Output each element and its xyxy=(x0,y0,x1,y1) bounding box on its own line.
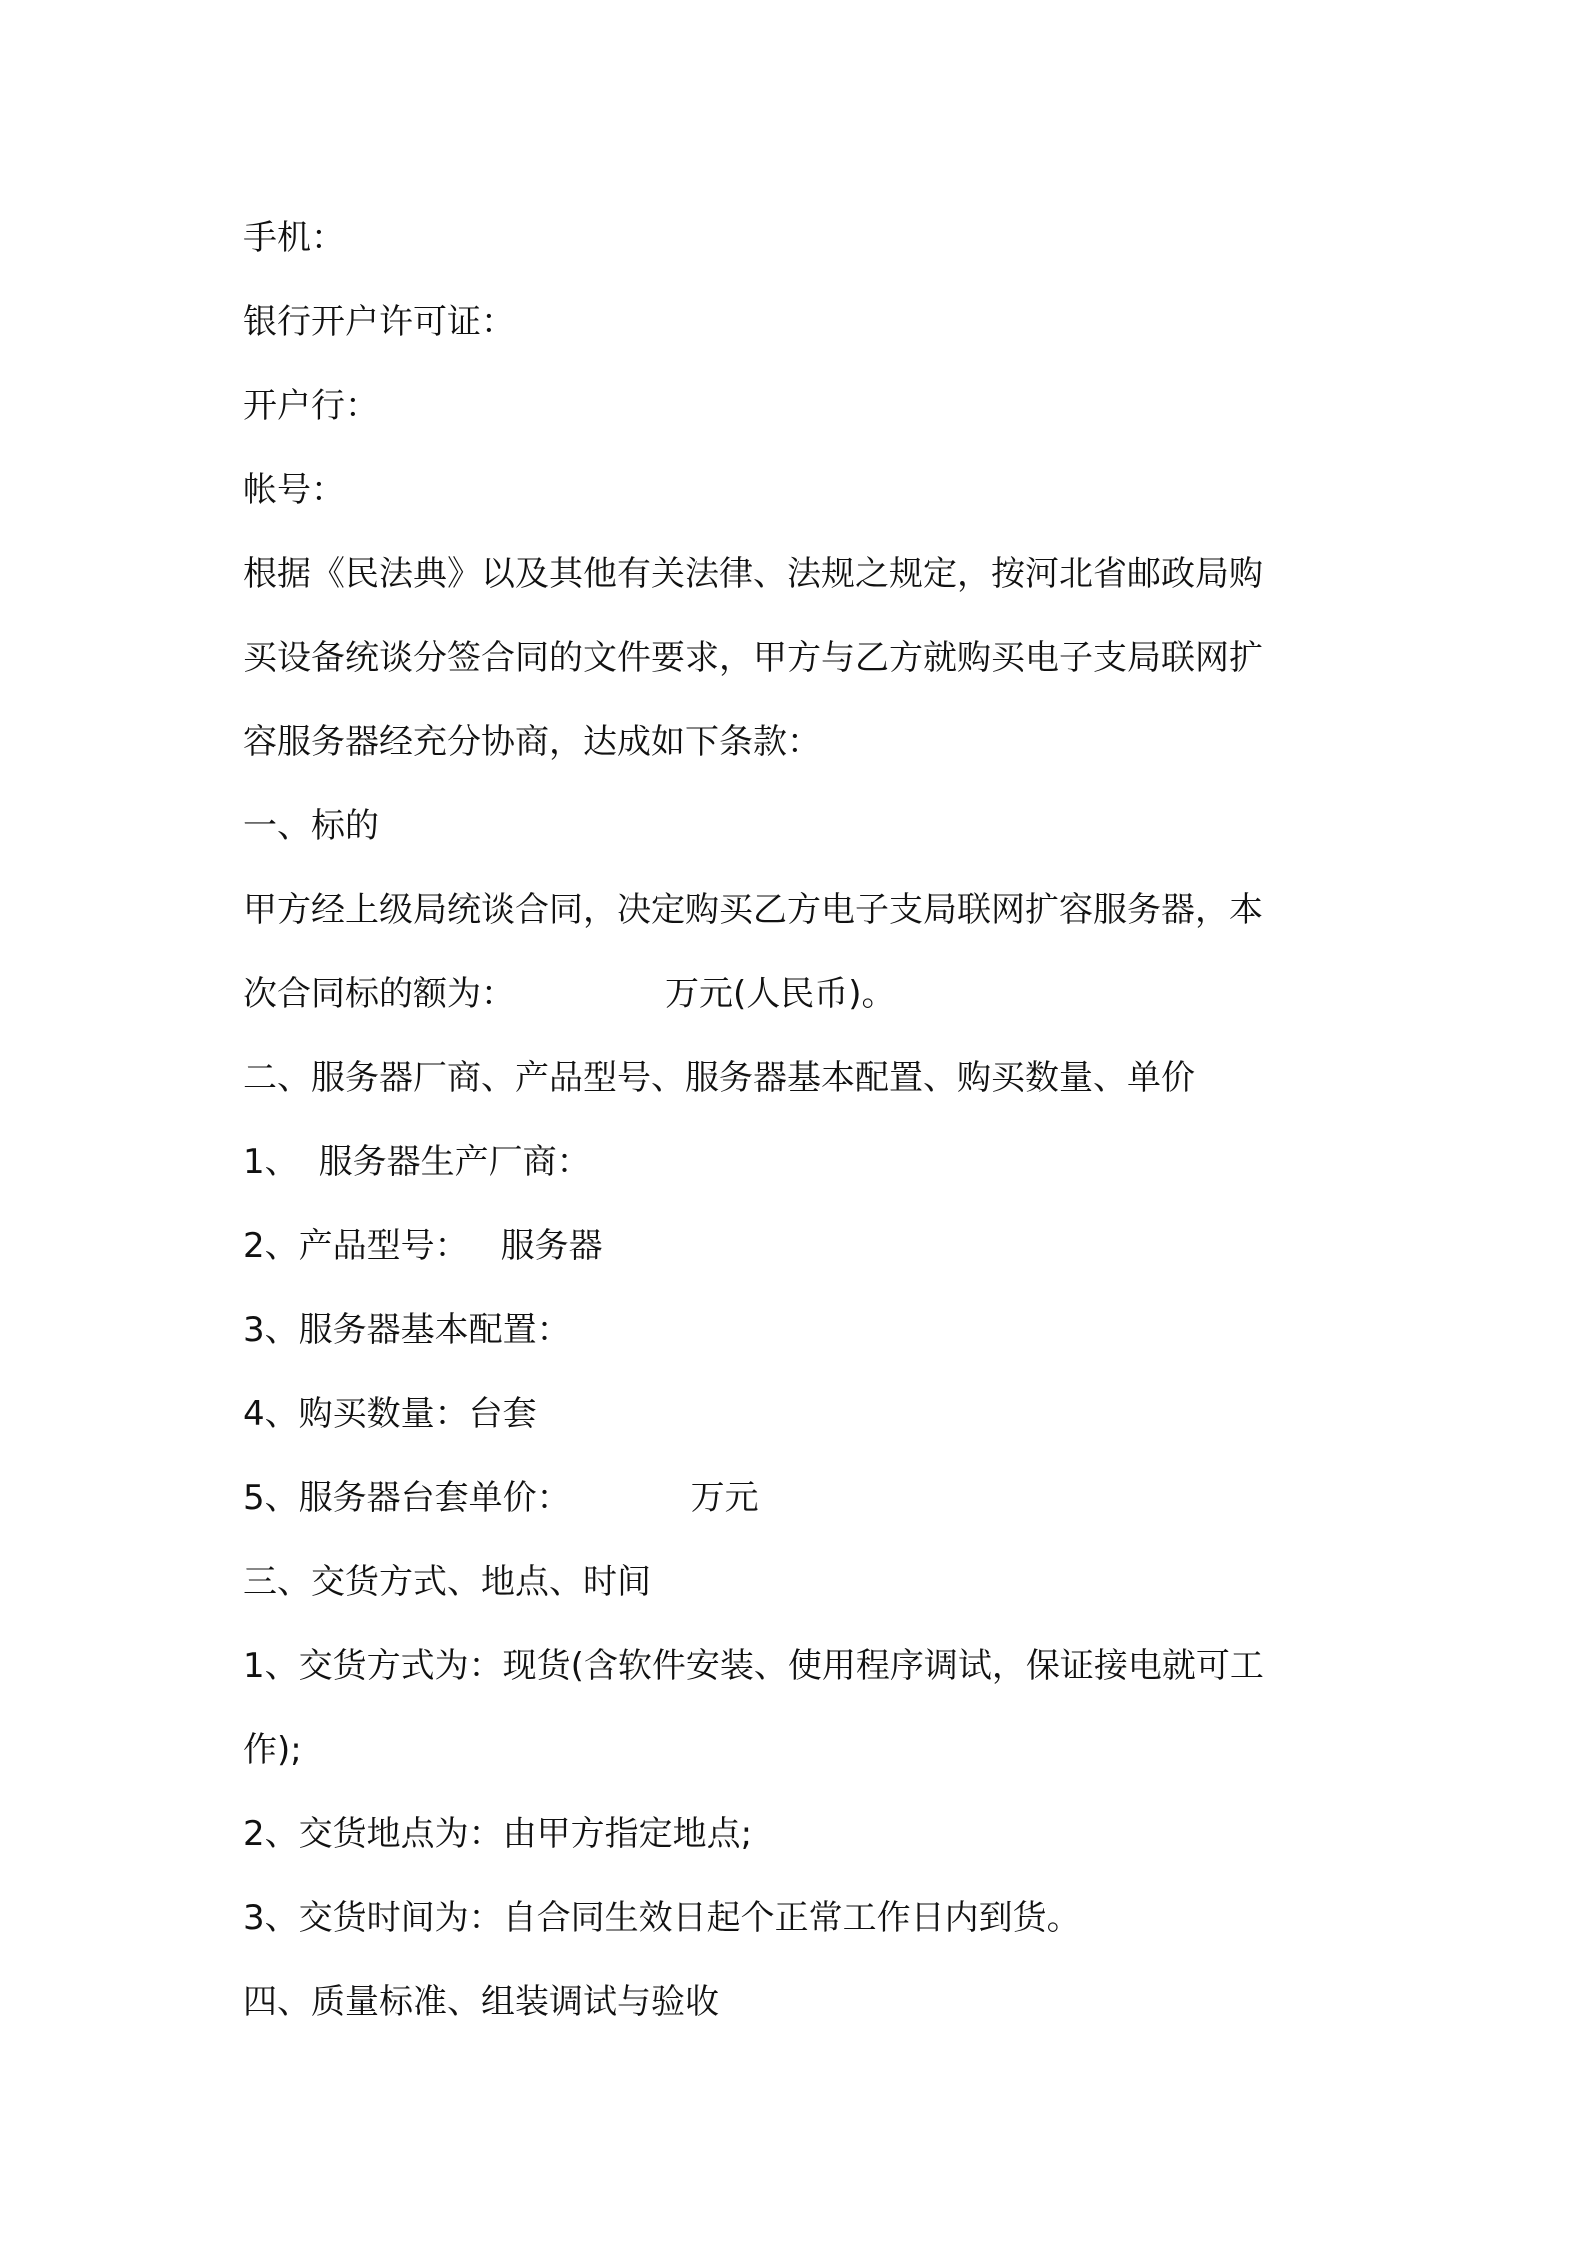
item-2-label: 2、产品型号： xyxy=(243,1226,469,1266)
delivery-method-line-2: 作); xyxy=(243,1730,302,1770)
preamble-line-1: 根据《民法典》以及其他有关法律、法规之规定，按河北省邮政局购 xyxy=(243,554,1263,594)
delivery-time: 3、交货时间为：自合同生效日起个正常工作日内到货。 xyxy=(243,1898,1081,1938)
preamble-line-3: 容服务器经充分协商，达成如下条款： xyxy=(243,722,821,762)
item-config: 3、服务器基本配置： xyxy=(243,1310,571,1350)
document-body xyxy=(243,196,1363,2044)
item-manufacturer xyxy=(243,1120,1363,1204)
amount-unit: 万元(人民币)。 xyxy=(665,974,896,1014)
bank-license-label: 银行开户许可证： xyxy=(243,302,515,342)
subject-amount-line xyxy=(243,952,1363,1036)
delivery-location: 2、交货地点为：由甲方指定地点; xyxy=(243,1814,753,1854)
item-quantity: 4、购买数量：台套 xyxy=(243,1394,537,1434)
item-5-label: 5、服务器台套单价： xyxy=(243,1478,571,1518)
item-5-unit: 万元 xyxy=(690,1478,759,1518)
section-3-title: 三、交货方式、地点、时间 xyxy=(243,1562,651,1602)
section-4-title: 四、质量标准、组装调试与验收 xyxy=(243,1982,719,2022)
amount-label: 次合同标的额为： xyxy=(243,974,515,1014)
bank-label: 开户行： xyxy=(243,386,379,426)
preamble-line-2: 买设备统谈分签合同的文件要求，甲方与乙方就购买电子支局联网扩 xyxy=(243,638,1263,678)
delivery-method-line-1: 1、交货方式为：现货(含软件安装、使用程序调试，保证接电就可工 xyxy=(243,1646,1264,1686)
mobile-label: 手机： xyxy=(243,218,345,258)
item-1-number: 1、 xyxy=(243,1142,299,1182)
section-2-title: 二、服务器厂商、产品型号、服务器基本配置、购买数量、单价 xyxy=(243,1058,1195,1098)
item-unit-price xyxy=(243,1456,1363,1540)
subject-line-1: 甲方经上级局统谈合同，决定购买乙方电子支局联网扩容服务器，本 xyxy=(243,890,1263,930)
section-1-title: 一、标的 xyxy=(243,806,379,846)
item-1-text: 服务器生产厂商： xyxy=(318,1142,591,1182)
item-2-value: 服务器 xyxy=(500,1226,603,1266)
item-model xyxy=(243,1204,1363,1288)
account-label: 帐号： xyxy=(243,470,345,510)
